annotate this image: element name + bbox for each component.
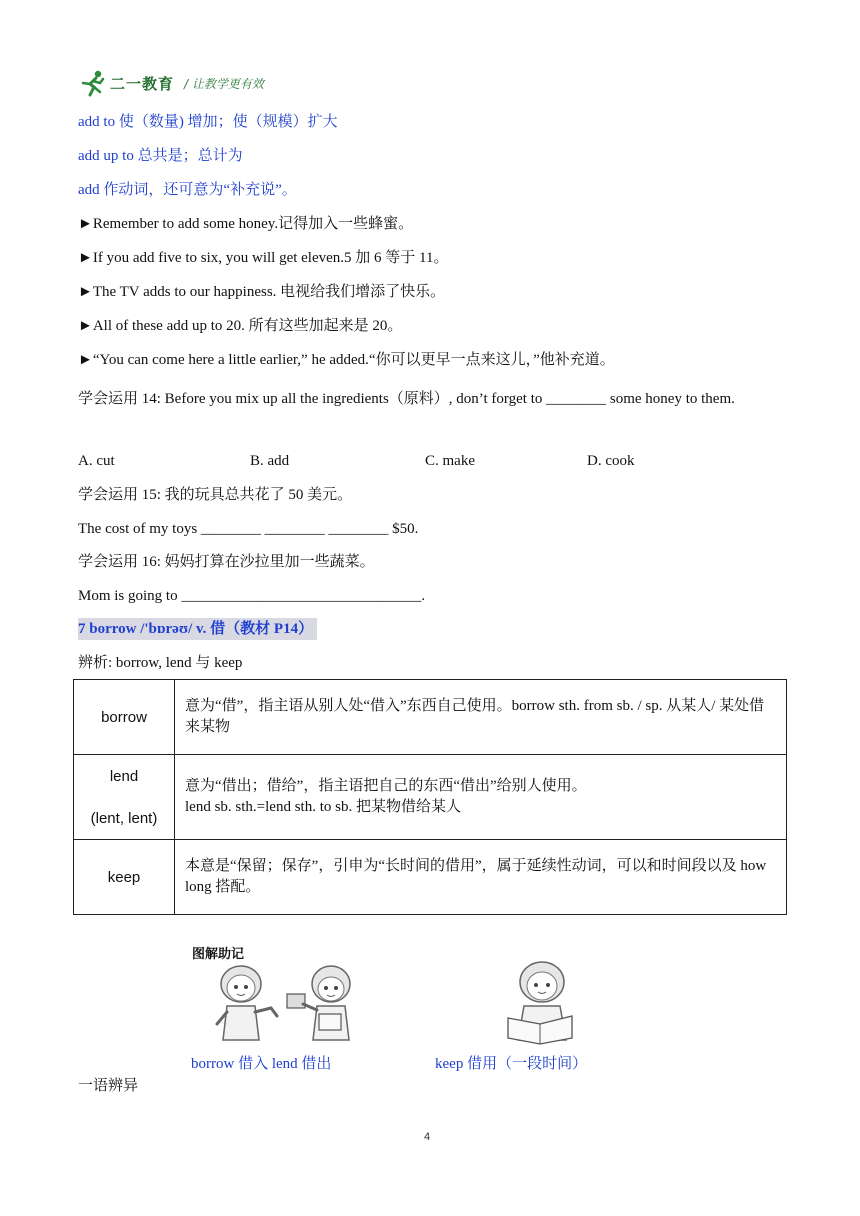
example-sentence-4: ►All of these add up to 20. 所有这些加起来是 20。 — [78, 318, 403, 334]
example-sentence-5: ►“You can come here a little earlier,” he added.“你可以更早一点来这儿，”他补充道。 — [78, 352, 615, 368]
option-a: A. cut — [78, 453, 115, 469]
table-word-cell — [74, 755, 175, 840]
example-sentence-3: ►The TV adds to our happiness. 电视给我们增添了快乐。 — [78, 284, 446, 300]
header-slogan: / 让教学更有效 — [184, 76, 264, 91]
table-word-cell: keep — [74, 840, 175, 915]
compare-label: 辨析: borrow, lend 与 keep — [78, 655, 243, 671]
table-desc-cell: 本意是“保留；保存”，引申为“长时间的借用”，属于延续性动词，可以和时间段以及 how long 搭配。 — [175, 840, 787, 915]
illustration-title: 图解助记 — [192, 947, 245, 962]
exercise-16-prompt: 学会运用 16: 妈妈打算在沙拉里加一些蔬菜。 — [78, 554, 375, 570]
header — [78, 66, 264, 100]
section-title: 7 borrow /'bɒrəʊ/ v. 借（教材 P14） — [78, 618, 317, 640]
exercise-15-blank: The cost of my toys ________ ________ ________ $50. — [78, 521, 419, 537]
option-c: C. make — [425, 453, 475, 469]
illustration-caption-borrow-lend: borrow 借入 lend 借出 — [191, 1056, 332, 1072]
table-row — [74, 680, 787, 755]
example-sentence-2: ►If you add five to six, you will get eleven.5 加 6 等于 11。 — [78, 250, 449, 266]
definition-add-up-to: add up to 总共是；总计为 — [78, 148, 243, 164]
girl-keeping-book-illustration — [500, 958, 582, 1046]
comparison-table — [73, 679, 787, 915]
example-sentence-1: ►Remember to add some honey.记得加入一些蜂蜜。 — [78, 216, 414, 232]
table-word-forms: (lent, lent) — [90, 809, 158, 827]
table-desc-line: 意为“借出；借给”，指主语把自己的东西“借出”给别人使用。 — [185, 778, 587, 794]
exercise-14-question: 学会运用 14: Before you mix up all the ingredients（原料）, don’t forget to ________ some honey to them. — [78, 391, 735, 407]
option-b: B. add — [250, 453, 290, 469]
boy-lending-illustration — [283, 962, 365, 1046]
table-row — [74, 755, 787, 840]
definition-add-note: add 作动词，还可意为“补充说”。 — [78, 182, 297, 198]
table-desc-cell: 意为“借”，指主语从别人处“借入”东西自己使用。borrow sth. from sb. / sp. 从某人/ 某处借来某物 — [175, 680, 787, 755]
section-heading-distinguish: 一语辨异 — [78, 1078, 139, 1094]
exercise-15-prompt: 学会运用 15: 我的玩具总共花了 50 美元。 — [78, 487, 353, 503]
illustration-caption-keep: keep 借用（一段时间） — [435, 1056, 588, 1072]
page-number: 4 — [424, 1131, 431, 1143]
table-row — [74, 840, 787, 915]
table-word-cell: borrow — [74, 680, 175, 755]
option-d: D. cook — [587, 453, 635, 469]
table-desc-line: lend sb. sth.=lend sth. to sb. 把某物借给某人 — [185, 799, 461, 815]
table-word: lend — [109, 767, 139, 785]
exercise-16-blank: Mom is going to ________________________________. — [78, 588, 426, 604]
definition-add-to: add to 使（数量) 增加；使（规模）扩大 — [78, 114, 338, 130]
girl-borrowing-illustration — [205, 962, 285, 1046]
runner-logo-icon — [78, 68, 108, 98]
logo-text: 二一教育 — [110, 74, 175, 93]
table-desc-cell — [175, 755, 787, 840]
